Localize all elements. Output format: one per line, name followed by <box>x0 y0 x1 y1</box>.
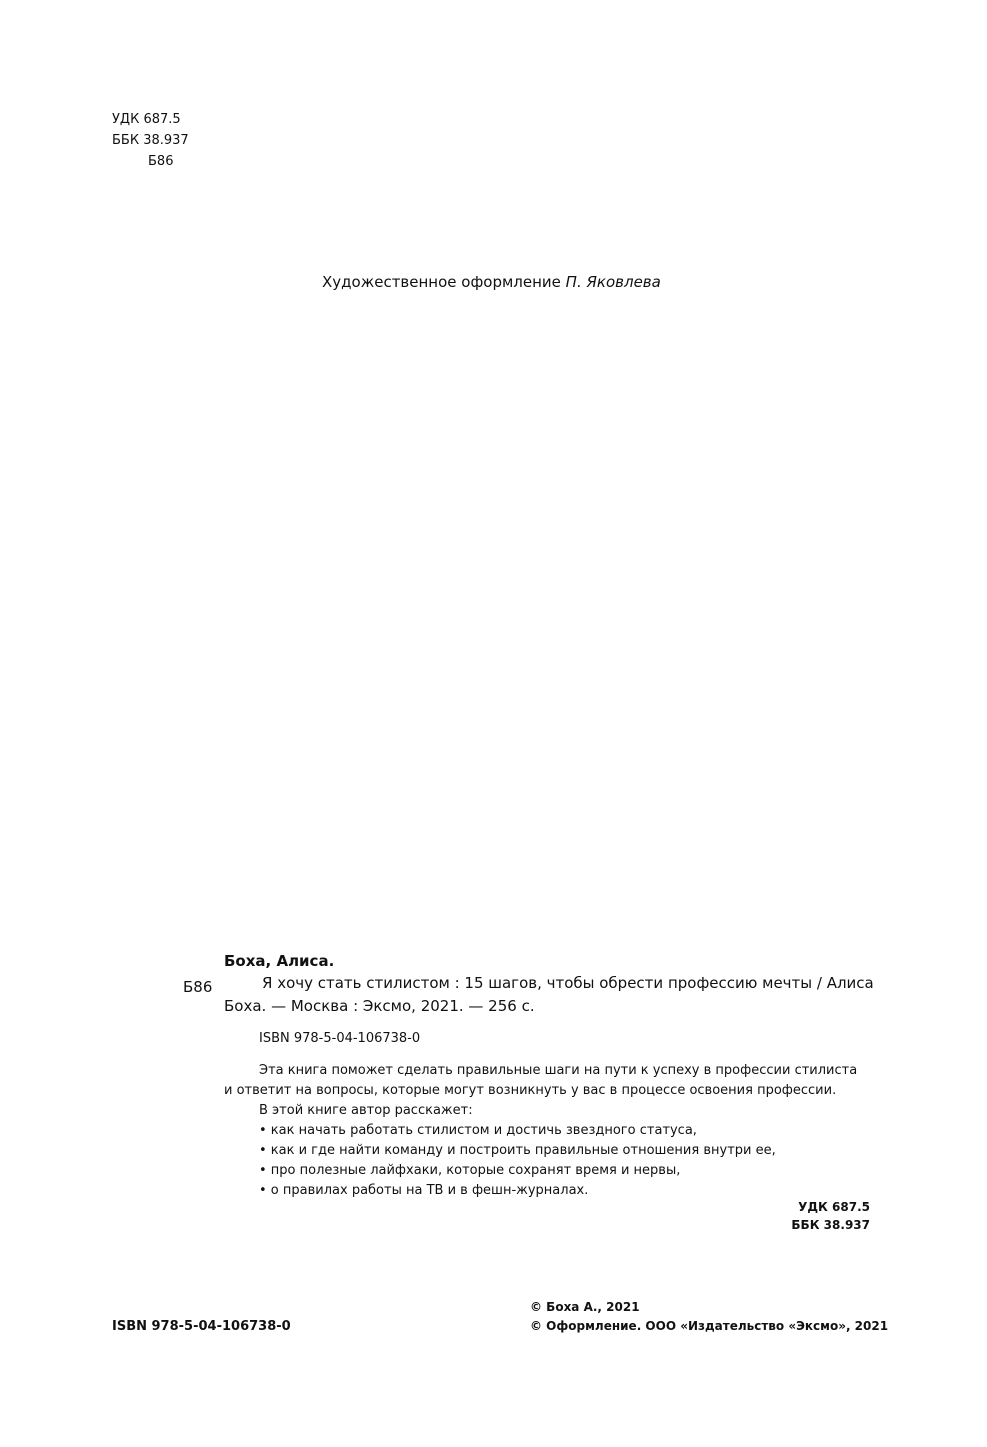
header-udk: УДК 687.5 <box>112 112 181 127</box>
annotation-line-1: Эта книга поможет сделать правильные шаги на пути к успеху в профессии стилиста <box>259 1063 858 1078</box>
catalog-udk: УДК 687.5 <box>798 1200 870 1214</box>
copyright-author: © Боха А., 2021 <box>530 1300 640 1314</box>
copyright-design: © Оформление. ООО «Издательство «Эксмо», 2021 <box>530 1319 889 1333</box>
design-credit-artist: П. Яковлева <box>565 273 661 291</box>
annotation-bullet: • про полезные лайфхаки, которые сохранят время и нервы, <box>259 1163 681 1178</box>
catalog-author-code: Б86 <box>183 978 213 996</box>
annotation-bullet: • о правилах работы на ТВ и в фешн-журналах. <box>259 1183 589 1198</box>
catalog-author: Боха, Алиса. <box>224 952 335 970</box>
catalog-title-line-2: Боха. — Москва : Эксмо, 2021. — 256 с. <box>224 997 535 1015</box>
annotation-bullet: • как и где найти команду и построить правильные отношения внутри ее, <box>259 1143 776 1158</box>
annotation-bullet: • как начать работать стилистом и достичь звездного статуса, <box>259 1123 697 1138</box>
footer-isbn: ISBN 978-5-04-106738-0 <box>112 1319 291 1334</box>
header-author-code: Б86 <box>148 154 174 169</box>
catalog-title-line-1: Я хочу стать стилистом : 15 шагов, чтобы обрести профессию мечты / Алиса <box>262 974 874 992</box>
annotation-line-3: В этой книге автор расскажет: <box>259 1103 473 1118</box>
design-credit <box>322 273 661 291</box>
header-bbk: ББК 38.937 <box>112 133 189 148</box>
catalog-bbk: ББК 38.937 <box>791 1218 870 1232</box>
annotation-line-2: и ответит на вопросы, которые могут возникнуть у вас в процессе освоения профессии. <box>224 1083 837 1098</box>
design-credit-label: Художественное оформление <box>322 273 566 291</box>
catalog-isbn: ISBN 978-5-04-106738-0 <box>259 1031 421 1046</box>
